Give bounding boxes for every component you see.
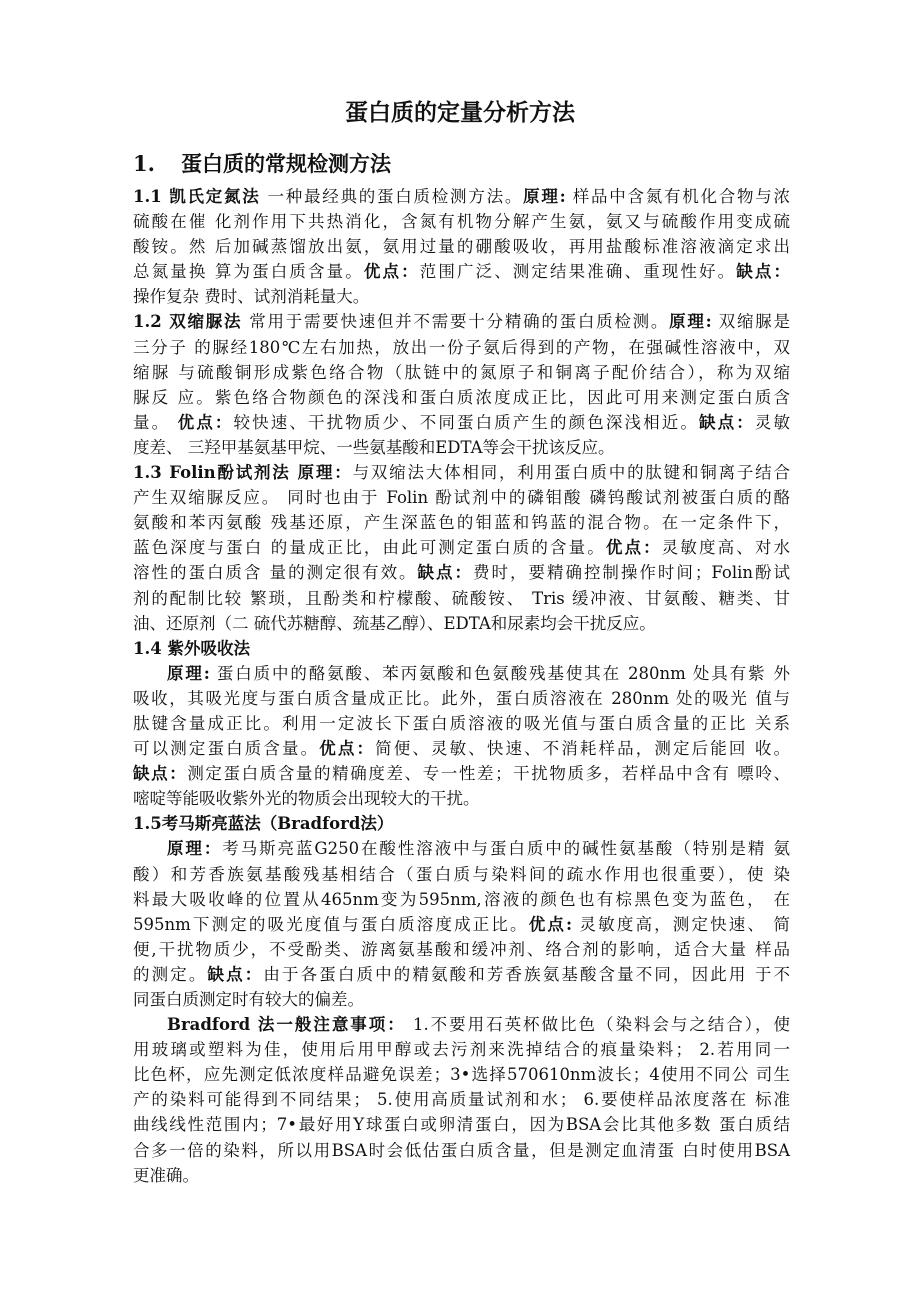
text-run: 与双缩法大体相同，利用蛋白质中的肽键和铜离子结合 [352, 463, 790, 483]
paragraph-line [133, 435, 790, 460]
bold-label: 原理： [297, 463, 353, 483]
paragraph-line [133, 209, 790, 234]
paragraph-line [133, 711, 790, 736]
text-run [291, 463, 298, 482]
text-run: 总氮量换 算为蛋白质含量。 [133, 262, 364, 282]
bold-label: 1.4 紫外吸收法 [133, 638, 250, 658]
text-run: 产生双缩脲反应。 同时也由于 Folin 酚试剂中的磷钼酸 磷钨酸试剂被蛋白质的酪 [133, 488, 790, 508]
bold-label: 优点： [177, 412, 234, 432]
text-run: 可以测定蛋白质含量。 [133, 739, 320, 759]
paragraph-line [133, 1037, 790, 1062]
text-run: 同蛋白质测定时有较大的偏差。 [133, 990, 364, 1009]
bold-label: 1.5考马斯亮蓝法（Bradford法） [133, 814, 394, 834]
paragraph-line [133, 912, 790, 937]
paragraph-line [133, 284, 790, 309]
paragraph-line [133, 1112, 790, 1137]
text-run: 1.不要用石英杯做比色（染料会与之结合），使 [405, 1015, 790, 1035]
paragraph-line [133, 385, 790, 410]
section-heading [133, 148, 391, 178]
paragraph-line [133, 1012, 790, 1037]
text-run: 用玻璃或塑料为佳，使用后用甲醇或去污剂来洗掉结合的痕量染料； 2.若用同一 [133, 1040, 790, 1060]
bold-label: 1.1 凯氏定氮法 [133, 187, 261, 206]
text-run: 量。 [133, 412, 178, 432]
section-number: 1. [133, 151, 155, 176]
paragraph-line [133, 686, 790, 711]
text-run: 三分子 的脲经180℃左右加热，放出一份子氨后得到的产物，在强碱性溶液中，双 [133, 337, 790, 357]
paragraph-line [133, 485, 790, 510]
paragraph-line [133, 1062, 790, 1087]
paragraph-line [133, 410, 790, 435]
paragraph-line [133, 1087, 790, 1112]
bold-label: 缺点： [133, 764, 188, 784]
bold-label: 原理: [669, 312, 712, 332]
bold-label: Bradford 法一般注意事项： [167, 1015, 406, 1035]
bold-label: 缺点： [207, 964, 264, 984]
paragraph-line [133, 962, 790, 987]
paragraph-line [133, 937, 790, 962]
bold-label: 优点: [528, 914, 573, 934]
paragraph-line [133, 1138, 790, 1163]
bold-label: 优点： [363, 262, 420, 282]
text-run: 595nm下测定的吸光度值与蛋白质溶度成正比。 [133, 914, 529, 934]
text-run: 灵敏 [754, 412, 791, 432]
paragraph-line [133, 259, 790, 284]
paragraph-line [133, 611, 790, 636]
paragraph-line [133, 761, 790, 786]
paragraph-line [133, 510, 790, 535]
bold-label: 缺点： [699, 412, 755, 432]
text-run: 灵敏度高、对水 [661, 538, 791, 558]
text-run: 的测定。 [133, 964, 208, 984]
text-run: 考马斯亮蓝G250在酸性溶液中与蛋白质中的碱性氨基酸（特别是精 氨 [222, 839, 791, 859]
text-run: 蛋白质中的酪氨酸、苯丙氨酸和色氨酸残基使其在 280nm 处具有紫 外 [209, 663, 791, 683]
text-run: 缩脲 与硫酸铜形成紫色络合物（肽链中的氮原子和铜离子配价结合），称为双缩 [133, 362, 790, 382]
bold-label: 原理： [167, 839, 223, 859]
paragraph-line [133, 786, 790, 811]
text-run: 硫酸在催 化剂作用下共热消化，含氮有机物分解产生氨，氨又与硫酸作用变成硫 [133, 212, 790, 232]
text-run: 酸）和芳香族氨基酸残基相结合（蛋白质与染料间的疏水作用也很重要），使 染 [133, 864, 790, 884]
text-run: 嘧啶等能吸收紫外光的物质会出现较大的干扰。 [133, 789, 480, 809]
paragraph-line [133, 535, 790, 560]
text-run: 灵敏度高，测定快速、 简 [572, 914, 790, 934]
text-run: 操作复杂 费时、试剂消耗量大。 [133, 287, 370, 307]
text-run: 度差、 三羟甲基氨基甲烷、一些氨基酸和EDTA等会干扰该反应。 [133, 437, 615, 457]
text-run: 简便、灵敏、快速、不消耗样品，测定后能回 收。 [375, 739, 791, 759]
text-run: 剂的配制比较 繁琐，且酚类和柠檬酸、硫酸铵、 Tris 缓冲液、甘氨酸、糖类、甘 [133, 588, 790, 608]
text-run: 酸铵。然 后加碱蒸馏放出氨，氨用过量的硼酸吸收，再用盐酸标准溶液滴定求出 [133, 237, 790, 257]
text-run: 料最大吸收峰的位置从465nm变为595nm,溶液的颜色也有棕黑色变为蓝色， 在 [133, 889, 790, 909]
paragraph-line [133, 862, 790, 887]
paragraph-line [133, 335, 790, 360]
text-run: 蓝色深度与蛋白 的量成正比，由此可测定蛋白质的含量。 [133, 538, 606, 558]
paragraph-line [133, 887, 790, 912]
text-run: 油、还原剂（二 硫代苏糖醇、巯基乙醇）、EDTA和尿素均会干扰反应。 [133, 613, 656, 633]
document-title: 蛋白质的定量分析方法 [345, 99, 575, 126]
text-run: 较快速、干扰物质少、不同蛋白质产生的颜色深浅相近。 [233, 412, 700, 432]
text-run: 脲反 应。紫色络合物颜色的深浅和蛋白质浓度成正比，因此可用来测定蛋白质含 [133, 387, 790, 407]
text-run: 肽键含量成正比。利用一定波长下蛋白质溶液的吸光值与蛋白质含量的正比 关系 [133, 713, 790, 733]
text-run: 曲线线性范围内；7•最好用Y球蛋白或卵清蛋白，因为BSA会比其他多数 蛋白质结 [133, 1115, 790, 1135]
paragraph-line [133, 184, 790, 209]
text-run: 吸收，其吸光度与蛋白质含量成正比。此外，蛋白质溶液在 280nm 处的吸光 值与 [133, 688, 790, 708]
bold-label: 缺点： [417, 563, 474, 583]
paragraph-line [133, 736, 790, 761]
text-run: 溶性的蛋白质含 量的测定很有效。 [133, 563, 418, 583]
section-heading-text: 蛋白质的常规检测方法 [181, 151, 391, 176]
text-run: 双缩脲是 [711, 312, 791, 332]
paragraph-line [133, 661, 790, 686]
text-run: 范围广泛、测定结果准确、重现性好。 [419, 262, 737, 282]
paragraph-line [133, 836, 790, 861]
text-run: 便,干扰物质少，不受酚类、游离氨基酸和缓冲剂、络合剂的影响，适合大量 样品 [133, 939, 790, 959]
bold-label: 缺点： [736, 262, 791, 282]
text-run: 样品中含氮有机化合物与浓 [565, 187, 791, 206]
paragraph-line [133, 987, 790, 1012]
bold-label: 原理: [167, 663, 210, 683]
text-run: 常用于需要快速但并不需要十分精确的蛋白质检测。 [242, 312, 670, 332]
text-run: 合多一倍的染料，所以用BSA时会低估蛋白质含量，但是测定血清蛋 白时使用BSA [133, 1140, 790, 1160]
bold-label: 1.2 双缩脲法 [133, 312, 243, 332]
text-run: 氨酸和苯丙氨酸 残基还原，产生深蓝色的钼蓝和钨蓝的混合物。在一定条件下， [133, 513, 790, 533]
paragraph-line [133, 234, 790, 259]
text-run: 费时，要精确控制操作时间；Folin酚试 [473, 563, 790, 583]
text-run: 产的染料可能得到不同结果； 5.使用高质量试剂和水； 6.要使样品浓度落在 标准 [133, 1090, 790, 1110]
paragraph-line [133, 1163, 790, 1188]
bold-label: 原理: [523, 187, 566, 206]
text-run: 由于各蛋白质中的精氨酸和芳香族氨基酸含量不同，因此用 于不 [263, 964, 791, 984]
paragraph-line [133, 586, 790, 611]
paragraph-line [133, 360, 790, 385]
paragraph-line [133, 560, 790, 585]
text-run: 一种最经典的蛋白质检测方法。 [260, 187, 524, 206]
bold-label: 优点： [605, 538, 662, 558]
paragraph-line [133, 460, 790, 485]
text-run: 更准确。 [133, 1165, 199, 1185]
paragraph-line [133, 309, 790, 334]
document-body [133, 184, 790, 1188]
subsection-heading [133, 636, 790, 661]
subsection-heading [133, 811, 790, 836]
bold-label: 优点： [319, 739, 376, 759]
text-run: 比色杯，应先测定低浓度样品避免误差；3•选择570610nm波长；4使用不同公 司生 [133, 1065, 790, 1085]
text-run: 测定蛋白质含量的精确度差、专一性差；干扰物质多，若样品中含有 嘌呤、 [187, 764, 790, 784]
bold-label: 1.3 Folin酚试剂法 [133, 463, 291, 483]
